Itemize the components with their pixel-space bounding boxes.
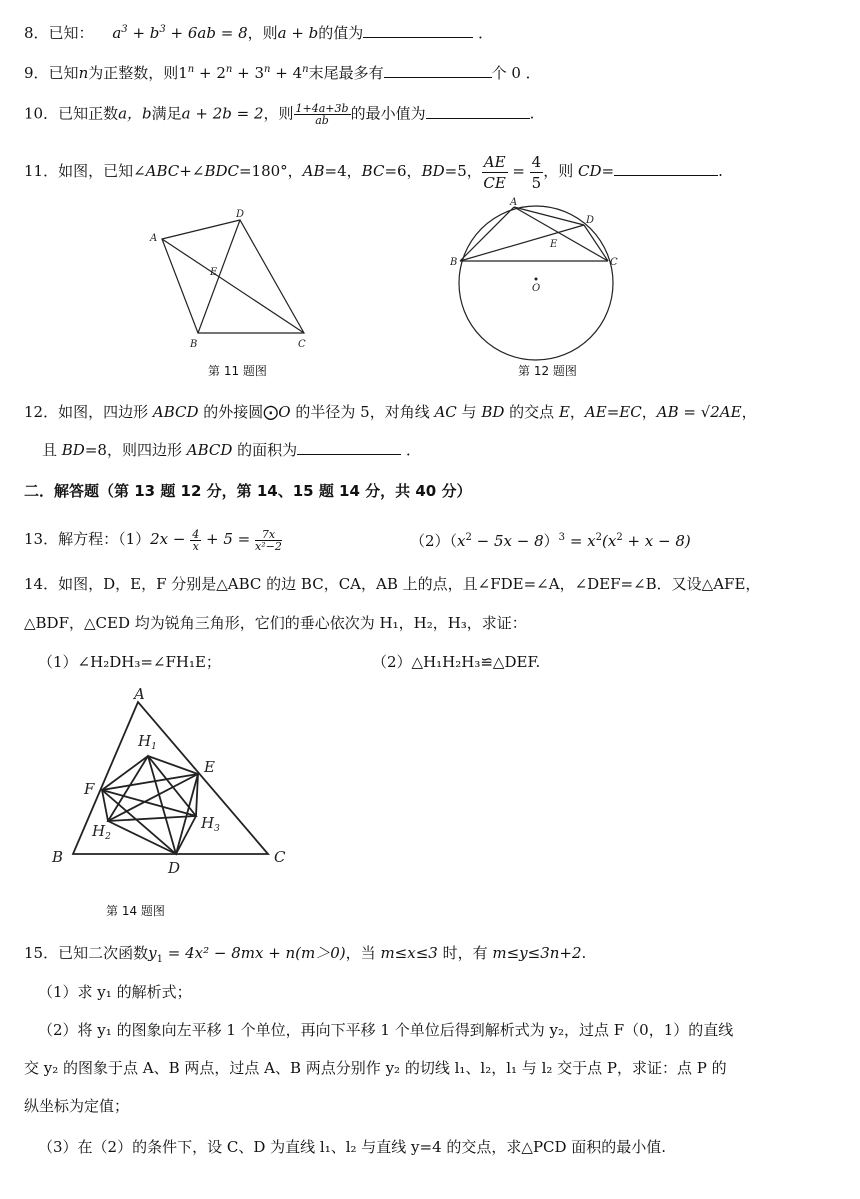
question-11: 11．如图，已知∠ABC+∠BDC=180°，AB=4，BC=6，BD=5， $\frac{AE}{CE}$ = $\frac{4}{5}$ ，则 CD= . (24, 152, 723, 192)
question-9: 9．已知n为正整数，则$1^n + 2^n + 3^n + 4^n$末尾最多有 个 0 ． (24, 64, 541, 82)
fig11-label-b: B (190, 339, 198, 350)
fig14-seg-f-h1 (102, 756, 148, 790)
question-15-part1: （1）求 y₁ 的解析式； (38, 983, 192, 1001)
fig14-label-c: C (274, 848, 286, 866)
fig11-diagonal-ac (162, 239, 304, 333)
question-15: 15．已知二次函数$y_1 = 4x^2 - 8mx + n(m>0)$，当 m≤x≤3 时，有 m≤y≤3n+2. (24, 944, 587, 965)
answer-blank-9[interactable] (384, 63, 492, 78)
q11-ratio-fraction: $\frac{AE}{CE}$ (483, 152, 506, 192)
fig11-diagonal-bd (198, 220, 240, 333)
fig12-label-e: E (550, 239, 558, 250)
question-13: 13．解方程：（1）2x − $\frac{4}{x}$ + 5 = $\frac{7x}{\text{x²−2}}$ (24, 527, 282, 553)
question-12: 12．如图，四边形 ABCD 的外接圆⨀O 的半径为 5，对角线 AC 与 BD 的交点 E，AE=EC，AB = √2AE， (24, 403, 757, 421)
fig14-triangle-h1h2h3 (108, 756, 196, 821)
caption-fig14: 第 14 题图 (106, 904, 165, 918)
q11-value-fraction: $\frac{4}{5}$ (531, 152, 542, 192)
answer-blank-11[interactable] (614, 161, 718, 176)
question-14-part2: （2）△H₁H₂H₃≌△DEF. (372, 653, 541, 671)
figure-11 (140, 205, 320, 355)
fig14-label-h1: $H_1$ (138, 732, 157, 752)
question-15-part2-line3: 纵坐标为定值； (24, 1097, 130, 1115)
fig12-label-a: A (510, 197, 518, 208)
figure-14 (48, 686, 298, 881)
q13-frac-4-over-x: $\frac{4}{x}$ (192, 527, 200, 553)
question-14-line2: △BDF，△CED 均为锐角三角形，它们的垂心依次为 H₁，H₂，H₃，求证： (24, 614, 527, 632)
fig12-chord-dc (584, 225, 608, 261)
q13-frac-7x: $\frac{7x}{\text{x²−2}}$ (255, 527, 282, 553)
fig12-label-c: C (610, 257, 618, 268)
caption-fig11: 第 11 题图 (208, 364, 267, 378)
question-14: 14．如图，D，E，F 分别是△ABC 的边 BC，CA，AB 上的点，且∠FDE=∠A，∠DEF=∠B．又设△AFE， (24, 575, 761, 593)
fig14-seg-d-h3 (176, 816, 196, 854)
fig11-quadrilateral (162, 220, 304, 333)
fig14-label-b: B (52, 848, 64, 866)
fig12-label-o: O (532, 283, 541, 294)
fig14-label-a: A (134, 685, 145, 703)
fig12-center-dot (535, 278, 538, 281)
fig11-label-c: C (298, 339, 306, 350)
q10-fraction: $\frac{1+4a+3b}{ab}$ (295, 102, 349, 127)
answer-blank-8[interactable] (363, 23, 473, 38)
fig14-label-d: D (168, 859, 181, 877)
question-15-part2-line2: 交 y₂ 的图象于点 A、B 两点，过点 A、B 两点分别作 y₂ 的切线 l₁、l₂，l₁ 与 l₂ 交于点 P，求证：点 P 的 (24, 1059, 727, 1077)
fig14-seg-h2-d (108, 821, 176, 854)
fig14-label-f: F (84, 780, 95, 798)
caption-fig12: 第 12 题图 (518, 364, 577, 378)
question-8: 8．已知： $a^3 + b^3 + 6ab = 8$，则a + b的值为 ． (24, 24, 494, 42)
question-15-part3: （3）在（2）的条件下，设 C、D 为直线 l₁、l₂ 与直线 y=4 的交点，求△PCD 面积的最小值. (38, 1138, 667, 1156)
fig12-label-d: D (586, 215, 595, 226)
q9-expression: $1^n + 2^n + 3^n + 4^n$ (178, 64, 309, 82)
answer-blank-10[interactable] (426, 104, 530, 119)
q8-equation: $a^3 + b^3 + 6ab = 8$ (112, 24, 248, 42)
fig14-label-h2: $H_2$ (92, 822, 111, 842)
question-13-part2: $(2)(x^2 - 5x - 8)^3 = x^2(x^2 + x - 8)$ (410, 532, 691, 550)
fig11-label-d: D (236, 209, 245, 220)
fig14-label-h3: $H_3$ (201, 814, 220, 834)
figure-12 (450, 195, 630, 370)
question-15-part2-line1: （2）将 y₁ 的图象向左平移 1 个单位，再向下平移 1 个单位后得到解析式为 y₂，过点 F（0，1）的直线 (38, 1021, 734, 1039)
fig11-label-e: E (210, 267, 218, 278)
answer-blank-12[interactable] (297, 440, 401, 455)
question-14-part1: （1）∠H₂DH₃=∠FH₁E； (38, 653, 221, 671)
question-12-line2: 且 BD=8，则四边形 ABCD 的面积为 ． (42, 441, 421, 459)
fig14-label-e: E (204, 758, 215, 776)
question-10: 10．已知正数a，b满足a + 2b = 2，则 $\frac{1+4a+3b}{ab}$ 的最小值为 . (24, 102, 535, 127)
fig14-seg-h1-d (148, 756, 176, 854)
fig12-label-b: B (450, 257, 458, 268)
fig11-label-a: A (150, 233, 158, 244)
section-2-heading: 二．解答题（第 13 题 12 分，第 14、15 题 14 分，共 40 分） (24, 482, 472, 500)
